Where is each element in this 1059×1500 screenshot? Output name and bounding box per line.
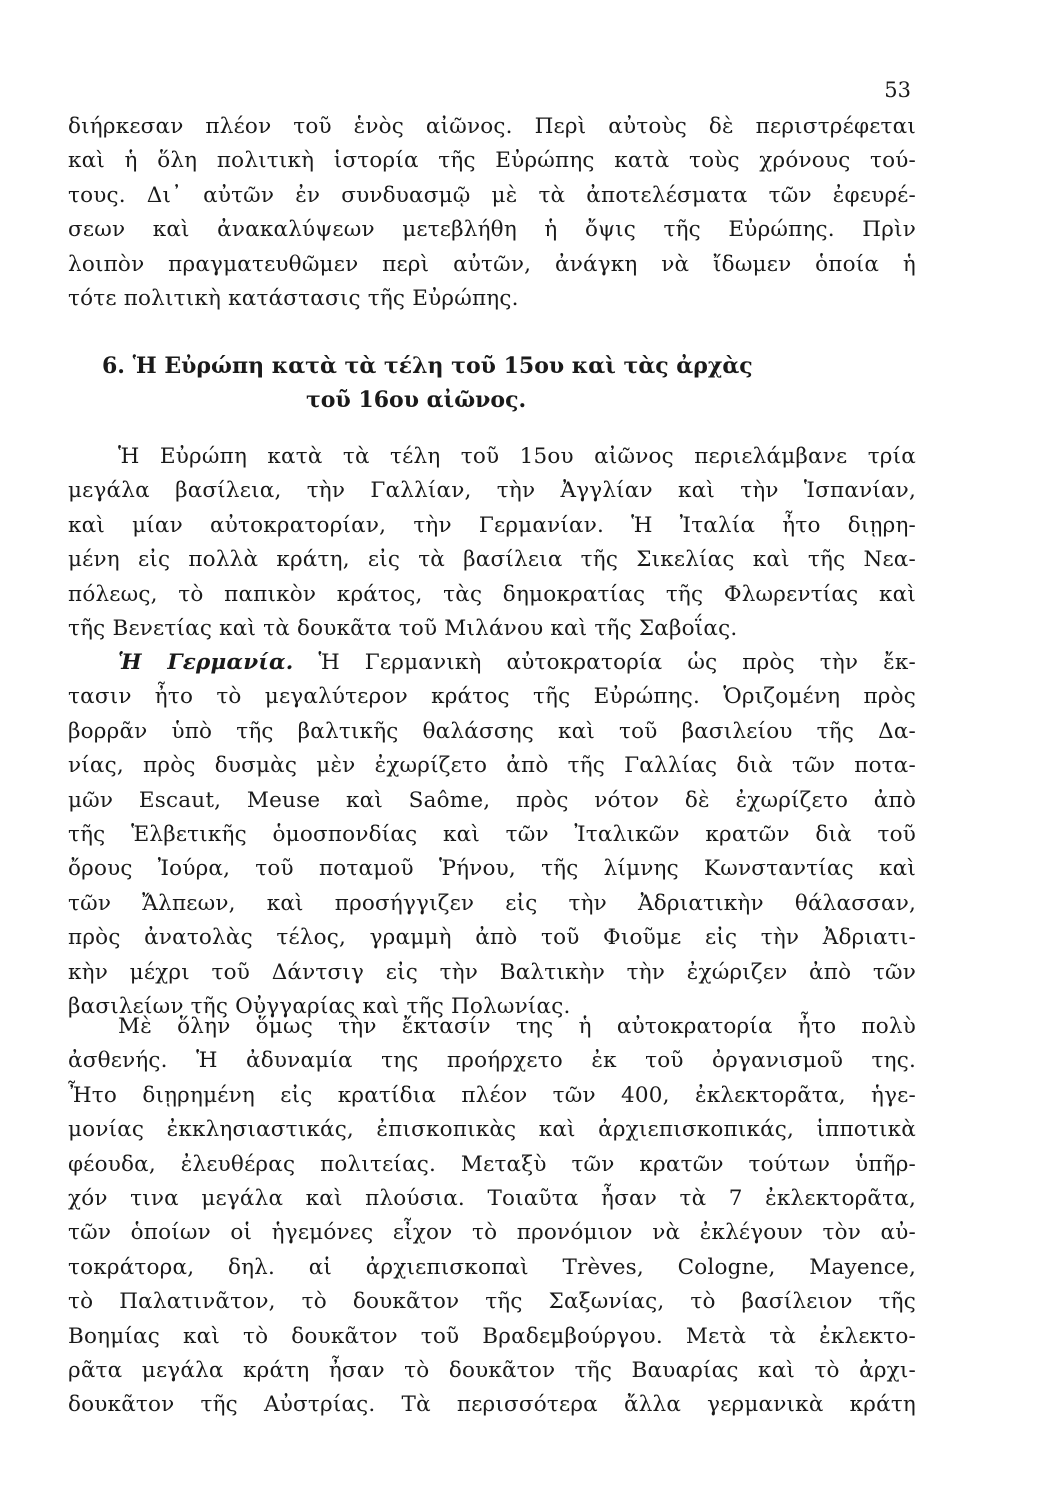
text-span: Ἡ Γερμανικὴ αὐτοκρατορία ὡς πρὸς τὴν ἔκ- bbox=[293, 650, 916, 675]
text-line: τὸ Παλατινᾶτον, τὸ δουκᾶτον τῆς Σαξωνίας, τὸ βασίλειον τῆς bbox=[68, 1289, 916, 1315]
section-heading-line-2: τοῦ 16ου αἰῶνος. bbox=[306, 387, 527, 413]
text-line: τασιν ἦτο τὸ μεγαλύτερον κράτος τῆς Εὐρώπης. Ὁριζομένη πρὸς bbox=[68, 684, 916, 710]
text-line: τότε πολιτικὴ κατάστασις τῆς Εὐρώπης. bbox=[68, 285, 519, 311]
text-line: τοκράτορα, δηλ. αἱ ἀρχιεπισκοπαὶ Trèves, Cologne, Mayence, bbox=[68, 1254, 916, 1280]
text-line: Ἦτο διῃρημένη εἰς κρατίδια πλέον τῶν 400, ἐκλεκτορᾶτα, ἡγε- bbox=[68, 1082, 916, 1108]
page-number: 53 bbox=[884, 78, 911, 102]
text-line: τῶν Ἄλπεων, καὶ προσήγγιζεν εἰς τὴν Ἀδριατικὴν θάλασσαν, bbox=[68, 890, 916, 916]
text-line: καὶ ἡ ὅλη πολιτικὴ ἱστορία τῆς Εὐρώπης κατὰ τοὺς χρόνους τού- bbox=[68, 148, 916, 174]
text-line: πρὸς ἀνατολὰς τέλος, γραμμὴ ἀπὸ τοῦ Φιοῦμε εἰς τὴν Ἀδριατι- bbox=[68, 925, 916, 951]
text-line: τους. Δι᾽ αὐτῶν ἐν συνδυασμῷ μὲ τὰ ἀποτελέσματα τῶν ἐφευρέ- bbox=[68, 182, 916, 208]
text-line: μονίας ἐκκλησιαστικάς, ἐπισκοπικὰς καὶ ἀρχιεπισκοπικάς, ἱπποτικὰ bbox=[68, 1117, 916, 1143]
text-line: καὶ μίαν αὐτοκρατορίαν, τὴν Γερμανίαν. Ἡ Ἰταλία ἦτο διῃρη- bbox=[68, 512, 916, 538]
text-line: βορρᾶν ὑπὸ τῆς βαλτικῆς θαλάσσης καὶ τοῦ βασιλείου τῆς Δα- bbox=[68, 718, 916, 744]
text-line: πόλεως, τὸ παπικὸν κράτος, τὰς δημοκρατίας τῆς Φλωρεντίας καὶ bbox=[68, 581, 916, 607]
text-line: μεγάλα βασίλεια, τὴν Γαλλίαν, τὴν Ἀγγλίαν καὶ τὴν Ἱσπανίαν, bbox=[68, 478, 916, 504]
text-line: μένη εἰς πολλὰ κράτη, εἰς τὰ βασίλεια τῆς Σικελίας καὶ τῆς Νεα- bbox=[68, 547, 916, 573]
text-line: Μὲ ὅλην ὅμως τὴν ἔκτασίν της ἡ αὐτοκρατορία ἦτο πολὺ bbox=[118, 1014, 916, 1039]
text-line: τῆς Ἑλβετικῆς ὁμοσπονδίας καὶ τῶν Ἰταλικῶν κρατῶν διὰ τοῦ bbox=[68, 821, 916, 847]
paragraph-4 bbox=[68, 1010, 916, 1423]
text-line: ὄρους Ἰούρα, τοῦ ποταμοῦ Ῥήνου, τῆς λίμνης Κωνσταντίας καὶ bbox=[68, 856, 916, 882]
text-line: διήρκεσαν πλέον τοῦ ἑνὸς αἰῶνος. Περὶ αὐτοὺς δὲ περιστρέφεται bbox=[68, 114, 916, 139]
subsection-title: Ἡ Γερμανία. bbox=[118, 650, 294, 675]
text-line bbox=[68, 646, 916, 680]
text-line: λοιπὸν πραγματευθῶμεν περὶ αὐτῶν, ἀνάγκη νὰ ἴδωμεν ὁποία ἡ bbox=[68, 251, 916, 277]
text-line: φέουδα, ἐλευθέρας πολιτείας. Μεταξὺ τῶν κρατῶν τούτων ὑπῆρ- bbox=[68, 1151, 916, 1177]
text-line: τῶν ὁποίων οἱ ἡγεμόνες εἶχον τὸ προνόμιον νὰ ἐκλέγουν τὸν αὐ- bbox=[68, 1220, 916, 1246]
text-line: δουκᾶτον τῆς Αὐστρίας. Τὰ περισσότερα ἄλλα γερμανικὰ κράτη bbox=[68, 1392, 916, 1418]
section-heading bbox=[68, 349, 916, 417]
paragraph-3 bbox=[68, 646, 916, 1024]
text-line: βασιλείων τῆς Οὐγγαρίας καὶ τῆς Πολωνίας. bbox=[68, 993, 571, 1019]
text-line: Ἡ Εὐρώπη κατὰ τὰ τέλη τοῦ 15ου αἰῶνος περιελάμβανε τρία bbox=[118, 444, 916, 469]
text-line: ἀσθενής. Ἡ ἀδυναμία της προήρχετο ἐκ τοῦ ὀργανισμοῦ της. bbox=[68, 1048, 916, 1074]
paragraph-2 bbox=[68, 440, 916, 646]
text-line: τῆς Βενετίας καὶ τὰ δουκᾶτα τοῦ Μιλάνου καὶ τῆς Σαβοΐας. bbox=[68, 615, 738, 641]
text-line: χόν τινα μεγάλα καὶ πλούσια. Τοιαῦτα ἦσαν τὰ 7 ἐκλεκτορᾶτα, bbox=[68, 1185, 916, 1211]
text-line: μῶν Escaut, Meuse καὶ Saôme, πρὸς νότον δὲ ἐχωρίζετο ἀπὸ bbox=[68, 787, 916, 813]
text-line: σεων καὶ ἀνακαλύψεων μετεβλήθη ἡ ὄψις τῆς Εὐρώπης. Πρὶν bbox=[68, 217, 916, 243]
section-heading-line-1: 6. Ἡ Εὐρώπη κατὰ τὰ τέλη τοῦ 15ου καὶ τὰς ἀρχὰς bbox=[102, 353, 753, 379]
text-line: ρᾶτα μεγάλα κράτη ἦσαν τὸ δουκᾶτον τῆς Βαυαρίας καὶ τὸ ἀρχι- bbox=[68, 1357, 916, 1383]
paragraph-1 bbox=[68, 110, 916, 316]
text-line: κὴν μέχρι τοῦ Δάντσιγ εἰς τὴν Βαλτικὴν τὴν ἐχώριζεν ἀπὸ τῶν bbox=[68, 959, 916, 985]
text-line: Βοημίας καὶ τὸ δουκᾶτον τοῦ Βραδεμβούργου. Μετὰ τὰ ἐκλεκτο- bbox=[68, 1323, 916, 1349]
text-line: νίας, πρὸς δυσμὰς μὲν ἐχωρίζετο ἀπὸ τῆς Γαλλίας διὰ τῶν ποτα- bbox=[68, 753, 916, 779]
